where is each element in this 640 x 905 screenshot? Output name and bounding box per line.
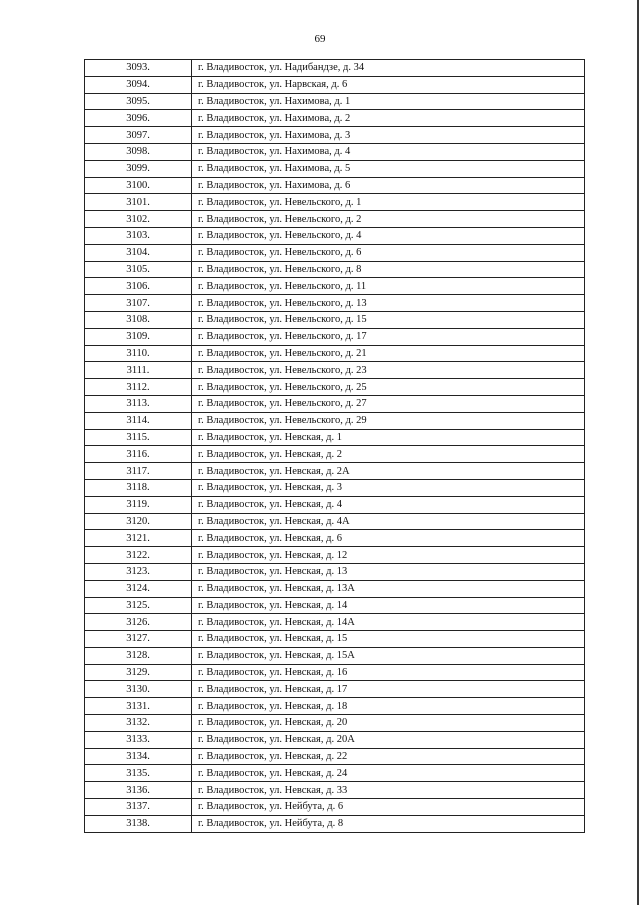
- table-row: [85, 463, 585, 480]
- row-number-cell: 3132.: [85, 715, 192, 732]
- table-row: [85, 731, 585, 748]
- address-cell: г. Владивосток, ул. Невельского, д. 13: [192, 295, 585, 312]
- table-row: [85, 799, 585, 816]
- table-row: [85, 782, 585, 799]
- address-cell: г. Владивосток, ул. Невельского, д. 15: [192, 311, 585, 328]
- row-number-cell: 3117.: [85, 463, 192, 480]
- table-row: [85, 765, 585, 782]
- address-cell: г. Владивосток, ул. Невельского, д. 4: [192, 227, 585, 244]
- table-row: [85, 311, 585, 328]
- address-cell: г. Владивосток, ул. Нейбута, д. 8: [192, 815, 585, 832]
- address-cell: г. Владивосток, ул. Невская, д. 20: [192, 715, 585, 732]
- row-number-cell: 3124.: [85, 580, 192, 597]
- table-row: [85, 143, 585, 160]
- row-number-cell: 3121.: [85, 530, 192, 547]
- address-cell: г. Владивосток, ул. Невская, д. 16: [192, 664, 585, 681]
- row-number-cell: 3135.: [85, 765, 192, 782]
- address-cell: г. Владивосток, ул. Невельского, д. 27: [192, 395, 585, 412]
- row-number-cell: 3113.: [85, 395, 192, 412]
- page-number: 69: [314, 33, 326, 45]
- row-number-cell: 3138.: [85, 815, 192, 832]
- table-row: [85, 597, 585, 614]
- address-cell: г. Владивосток, ул. Невельского, д. 29: [192, 412, 585, 429]
- row-number-cell: 3118.: [85, 479, 192, 496]
- row-number-cell: 3127.: [85, 631, 192, 648]
- row-number-cell: 3129.: [85, 664, 192, 681]
- address-cell: г. Владивосток, ул. Нахимова, д. 2: [192, 110, 585, 127]
- address-cell: г. Владивосток, ул. Невская, д. 24: [192, 765, 585, 782]
- address-cell: г. Владивосток, ул. Невская, д. 6: [192, 530, 585, 547]
- address-cell: г. Владивосток, ул. Надибандзе, д. 34: [192, 60, 585, 77]
- row-number-cell: 3130.: [85, 681, 192, 698]
- row-number-cell: 3109.: [85, 328, 192, 345]
- row-number-cell: 3104.: [85, 244, 192, 261]
- row-number-cell: 3100.: [85, 177, 192, 194]
- table-row: [85, 76, 585, 93]
- scan-edge-line: [637, 0, 639, 905]
- table-row: [85, 513, 585, 530]
- table-row: [85, 295, 585, 312]
- row-number-cell: 3133.: [85, 731, 192, 748]
- table-row: [85, 614, 585, 631]
- table-row: [85, 446, 585, 463]
- address-cell: г. Владивосток, ул. Невская, д. 14А: [192, 614, 585, 631]
- address-cell: г. Владивосток, ул. Нахимова, д. 5: [192, 160, 585, 177]
- table-row: [85, 261, 585, 278]
- address-table: [84, 59, 585, 833]
- table-row: [85, 395, 585, 412]
- address-cell: г. Владивосток, ул. Невская, д. 3: [192, 479, 585, 496]
- address-cell: г. Владивосток, ул. Нахимова, д. 6: [192, 177, 585, 194]
- row-number-cell: 3116.: [85, 446, 192, 463]
- address-cell: г. Владивосток, ул. Невельского, д. 21: [192, 345, 585, 362]
- row-number-cell: 3106.: [85, 278, 192, 295]
- table-row: [85, 715, 585, 732]
- table-row: [85, 815, 585, 832]
- row-number-cell: 3107.: [85, 295, 192, 312]
- address-cell: г. Владивосток, ул. Невская, д. 4А: [192, 513, 585, 530]
- table-row: [85, 496, 585, 513]
- row-number-cell: 3137.: [85, 799, 192, 816]
- row-number-cell: 3128.: [85, 647, 192, 664]
- address-cell: г. Владивосток, ул. Невская, д. 13: [192, 563, 585, 580]
- table-row: [85, 60, 585, 77]
- address-cell: г. Владивосток, ул. Нахимова, д. 1: [192, 93, 585, 110]
- address-cell: г. Владивосток, ул. Невская, д. 20А: [192, 731, 585, 748]
- row-number-cell: 3123.: [85, 563, 192, 580]
- address-cell: г. Владивосток, ул. Невская, д. 15: [192, 631, 585, 648]
- table-row: [85, 681, 585, 698]
- address-cell: г. Владивосток, ул. Невская, д. 17: [192, 681, 585, 698]
- address-cell: г. Владивосток, ул. Невская, д. 4: [192, 496, 585, 513]
- row-number-cell: 3105.: [85, 261, 192, 278]
- table-row: [85, 328, 585, 345]
- table-row: [85, 547, 585, 564]
- row-number-cell: 3101.: [85, 194, 192, 211]
- address-cell: г. Владивосток, ул. Нейбута, д. 6: [192, 799, 585, 816]
- table-row: [85, 345, 585, 362]
- address-cell: г. Владивосток, ул. Невская, д. 12: [192, 547, 585, 564]
- address-cell: г. Владивосток, ул. Невская, д. 33: [192, 782, 585, 799]
- table-row: [85, 530, 585, 547]
- row-number-cell: 3125.: [85, 597, 192, 614]
- table-row: [85, 362, 585, 379]
- address-cell: г. Владивосток, ул. Невская, д. 1: [192, 429, 585, 446]
- table-row: [85, 194, 585, 211]
- row-number-cell: 3095.: [85, 93, 192, 110]
- row-number-cell: 3094.: [85, 76, 192, 93]
- address-cell: г. Владивосток, ул. Невская, д. 22: [192, 748, 585, 765]
- address-cell: г. Владивосток, ул. Невельского, д. 23: [192, 362, 585, 379]
- table-row: [85, 127, 585, 144]
- row-number-cell: 3097.: [85, 127, 192, 144]
- table-row: [85, 748, 585, 765]
- row-number-cell: 3102.: [85, 211, 192, 228]
- table-body: [85, 60, 585, 833]
- row-number-cell: 3122.: [85, 547, 192, 564]
- row-number-cell: 3093.: [85, 60, 192, 77]
- row-number-cell: 3115.: [85, 429, 192, 446]
- row-number-cell: 3126.: [85, 614, 192, 631]
- row-number-cell: 3131.: [85, 698, 192, 715]
- table-row: [85, 379, 585, 396]
- table-row: [85, 244, 585, 261]
- table-row: [85, 227, 585, 244]
- row-number-cell: 3098.: [85, 143, 192, 160]
- address-cell: г. Владивосток, ул. Невельского, д. 8: [192, 261, 585, 278]
- table-row: [85, 278, 585, 295]
- table-row: [85, 429, 585, 446]
- table-row: [85, 93, 585, 110]
- address-cell: г. Владивосток, ул. Невская, д. 18: [192, 698, 585, 715]
- table-row: [85, 698, 585, 715]
- address-cell: г. Владивосток, ул. Нахимова, д. 4: [192, 143, 585, 160]
- row-number-cell: 3108.: [85, 311, 192, 328]
- address-cell: г. Владивосток, ул. Нахимова, д. 3: [192, 127, 585, 144]
- address-cell: г. Владивосток, ул. Невельского, д. 6: [192, 244, 585, 261]
- table-row: [85, 631, 585, 648]
- row-number-cell: 3120.: [85, 513, 192, 530]
- address-cell: г. Владивосток, ул. Невская, д. 15А: [192, 647, 585, 664]
- address-cell: г. Владивосток, ул. Невельского, д. 1: [192, 194, 585, 211]
- row-number-cell: 3134.: [85, 748, 192, 765]
- row-number-cell: 3099.: [85, 160, 192, 177]
- row-number-cell: 3119.: [85, 496, 192, 513]
- row-number-cell: 3111.: [85, 362, 192, 379]
- address-cell: г. Владивосток, ул. Невская, д. 2: [192, 446, 585, 463]
- address-cell: г. Владивосток, ул. Невская, д. 14: [192, 597, 585, 614]
- row-number-cell: 3110.: [85, 345, 192, 362]
- address-cell: г. Владивосток, ул. Нарвская, д. 6: [192, 76, 585, 93]
- address-cell: г. Владивосток, ул. Невская, д. 13А: [192, 580, 585, 597]
- row-number-cell: 3136.: [85, 782, 192, 799]
- table-row: [85, 664, 585, 681]
- address-cell: г. Владивосток, ул. Невельского, д. 11: [192, 278, 585, 295]
- table-row: [85, 412, 585, 429]
- address-cell: г. Владивосток, ул. Невельского, д. 25: [192, 379, 585, 396]
- row-number-cell: 3096.: [85, 110, 192, 127]
- row-number-cell: 3112.: [85, 379, 192, 396]
- address-cell: г. Владивосток, ул. Невская, д. 2А: [192, 463, 585, 480]
- table-row: [85, 110, 585, 127]
- table-row: [85, 580, 585, 597]
- table-row: [85, 563, 585, 580]
- table-row: [85, 647, 585, 664]
- row-number-cell: 3103.: [85, 227, 192, 244]
- table-row: [85, 177, 585, 194]
- address-cell: г. Владивосток, ул. Невельского, д. 2: [192, 211, 585, 228]
- table-row: [85, 479, 585, 496]
- table-row: [85, 160, 585, 177]
- table-row: [85, 211, 585, 228]
- row-number-cell: 3114.: [85, 412, 192, 429]
- address-cell: г. Владивосток, ул. Невельского, д. 17: [192, 328, 585, 345]
